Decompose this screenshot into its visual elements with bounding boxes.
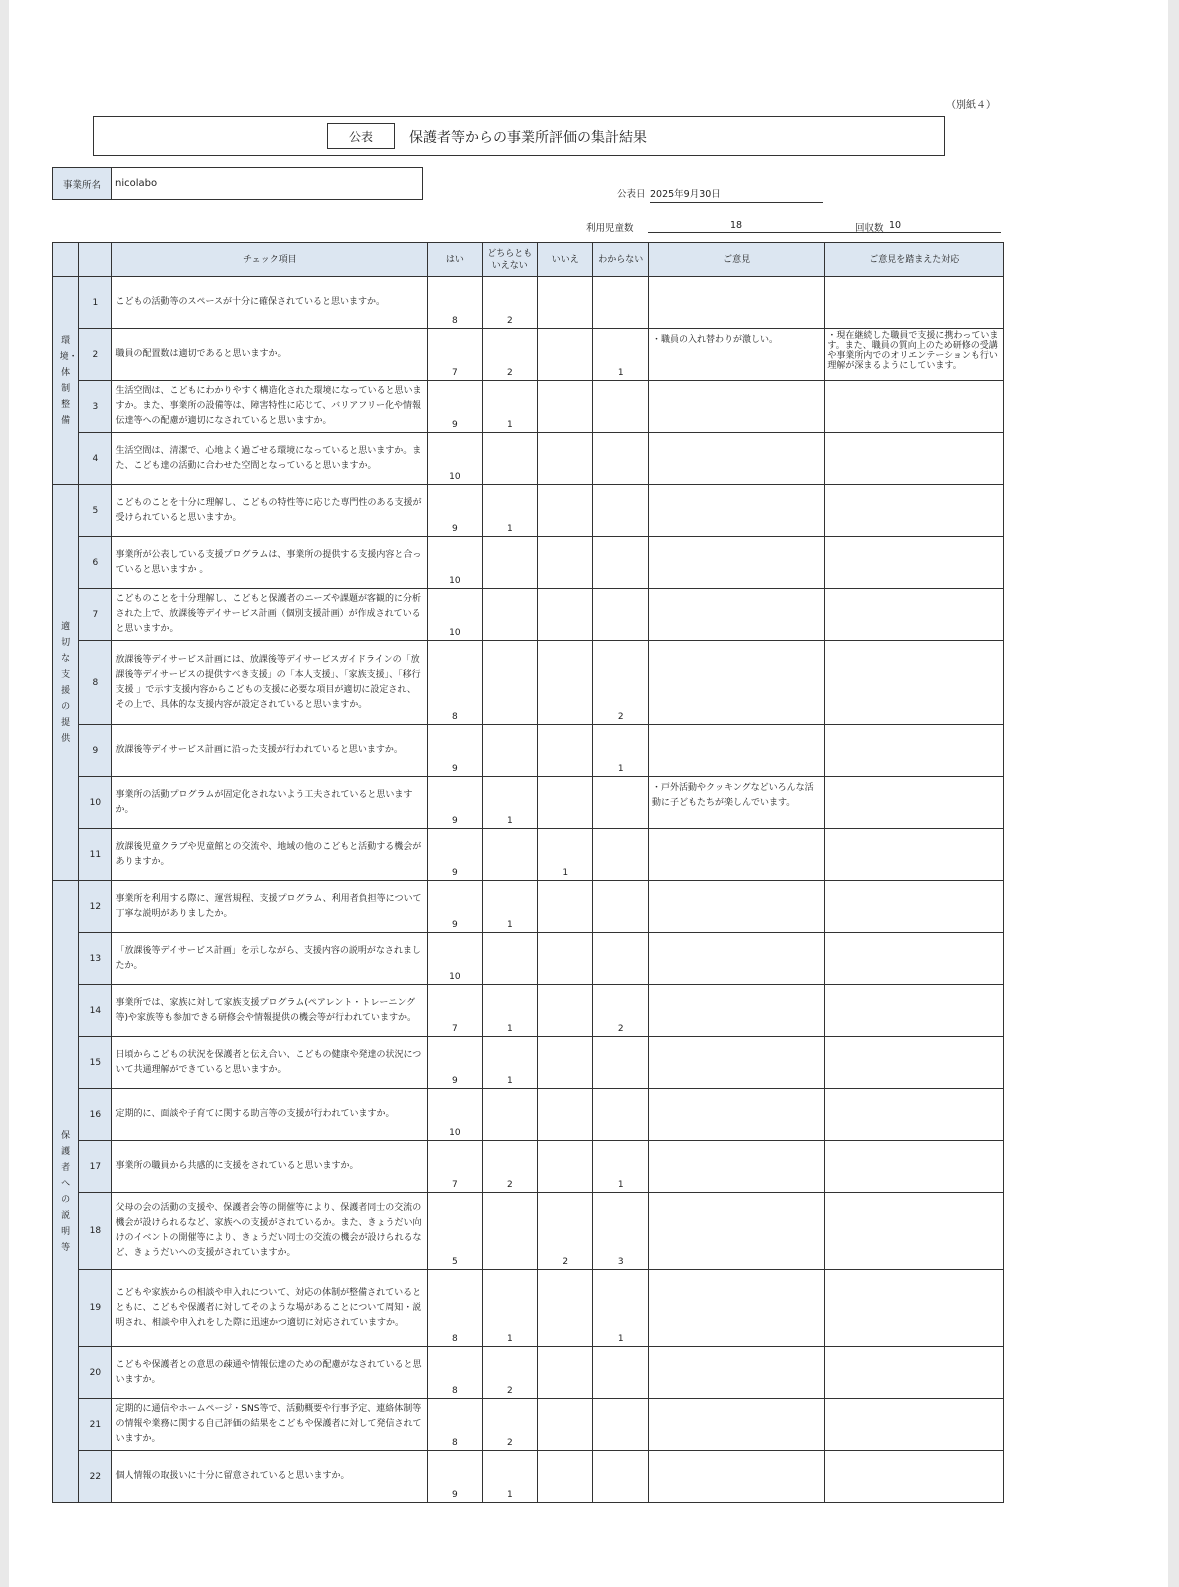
row-number: 5 xyxy=(79,485,112,537)
answer-unknown: 1 xyxy=(593,329,648,381)
answer-unknown: 1 xyxy=(593,725,648,777)
table-row xyxy=(53,537,1004,589)
question-text: こどもや保護者との意思の疎通や情報伝達のための配慮がなされていると思いますか。 xyxy=(112,1347,428,1399)
question-text: 個人情報の取扱いに十分に留意されていると思いますか。 xyxy=(112,1451,428,1503)
opinion-text xyxy=(648,1193,824,1270)
row-number: 16 xyxy=(79,1089,112,1141)
header-neither: どちらとも いえない xyxy=(482,243,537,277)
row-number: 3 xyxy=(79,381,112,433)
answer-no xyxy=(538,589,593,641)
answer-neither xyxy=(482,1193,537,1270)
answer-unknown xyxy=(593,433,648,485)
table-row xyxy=(53,381,1004,433)
question-text: 放課後児童クラブや児童館との交流や、地域の他のこどもと活動する機会がありますか。 xyxy=(112,829,428,881)
response-text xyxy=(825,641,1004,725)
answer-neither xyxy=(482,589,537,641)
response-text xyxy=(825,725,1004,777)
opinion-text xyxy=(648,985,824,1037)
opinion-text: ・職員の入れ替わりが激しい。 xyxy=(648,329,824,381)
answer-no xyxy=(538,985,593,1037)
header-response: ご意見を踏まえた対応 xyxy=(825,243,1004,277)
answer-unknown xyxy=(593,933,648,985)
answer-yes: 9 xyxy=(428,829,482,881)
row-number: 18 xyxy=(79,1193,112,1270)
row-number: 15 xyxy=(79,1037,112,1089)
page-title: 保護者等からの事業所評価の集計結果 xyxy=(409,130,647,146)
answer-unknown: 3 xyxy=(593,1193,648,1270)
answer-unknown xyxy=(593,1347,648,1399)
table-row xyxy=(53,277,1004,329)
document-page xyxy=(9,0,1168,1587)
answer-unknown xyxy=(593,829,648,881)
answer-neither: 1 xyxy=(482,485,537,537)
answer-yes: 10 xyxy=(428,589,482,641)
opinion-text xyxy=(648,1089,824,1141)
opinion-text xyxy=(648,829,824,881)
row-number: 21 xyxy=(79,1399,112,1451)
response-text xyxy=(825,1089,1004,1141)
facility-name-box xyxy=(52,167,423,200)
users-count-value: 18 xyxy=(730,220,743,231)
answer-unknown: 2 xyxy=(593,985,648,1037)
row-number: 6 xyxy=(79,537,112,589)
opinion-text xyxy=(648,537,824,589)
opinion-text xyxy=(648,725,824,777)
answer-neither: 2 xyxy=(482,329,537,381)
table-row xyxy=(53,1089,1004,1141)
question-text: 生活空間は、清潔で、心地よく過ごせる環境になっていると思いますか。また、こども達の活動に合わせた空間となっていると思いますか。 xyxy=(112,433,428,485)
question-text: 日頃からこどもの状況を保護者と伝え合い、こどもの健康や発達の状況について共通理解ができていると思いますか。 xyxy=(112,1037,428,1089)
recovered-count-label: 回収数 xyxy=(855,223,884,234)
answer-no xyxy=(538,881,593,933)
table-row xyxy=(53,1141,1004,1193)
question-text: 「放課後等デイサービス計画」を示しながら、支援内容の説明がなされましたか。 xyxy=(112,933,428,985)
opinion-text xyxy=(648,1399,824,1451)
answer-no xyxy=(538,1451,593,1503)
category-label: 環境・体制整備 xyxy=(59,335,78,426)
answer-unknown xyxy=(593,485,648,537)
answer-yes: 8 xyxy=(428,1270,482,1347)
response-text xyxy=(825,537,1004,589)
header-opinion: ご意見 xyxy=(648,243,824,277)
row-number: 10 xyxy=(79,777,112,829)
table-row xyxy=(53,485,1004,537)
question-text: 定期的に、面談や子育てに関する助言等の支援が行われていますか。 xyxy=(112,1089,428,1141)
question-text: 事業所の職員から共感的に支援をされていると思いますか。 xyxy=(112,1141,428,1193)
answer-neither xyxy=(482,433,537,485)
title-box xyxy=(93,116,945,156)
response-text xyxy=(825,1451,1004,1503)
answer-no xyxy=(538,277,593,329)
answer-no: 1 xyxy=(538,829,593,881)
publish-date-value: 2025年9月30日 xyxy=(650,186,823,203)
answer-neither: 1 xyxy=(482,985,537,1037)
question-text: 事業所を利用する際に、運営規程、支援プログラム、利用者負担等について丁寧な説明がありましたか。 xyxy=(112,881,428,933)
answer-no xyxy=(538,537,593,589)
row-number: 22 xyxy=(79,1451,112,1503)
question-text: こどもの活動等のスペースが十分に確保されていると思いますか。 xyxy=(112,277,428,329)
response-text xyxy=(825,1270,1004,1347)
row-number: 2 xyxy=(79,329,112,381)
answer-no xyxy=(538,433,593,485)
answer-yes: 8 xyxy=(428,641,482,725)
answer-unknown xyxy=(593,1037,648,1089)
question-text: 定期的に通信やホームページ・SNS等で、活動概要や行事予定、連絡体制等の情報や業務に関する自己評価の結果をこどもや保護者に対して発信されていますか。 xyxy=(112,1399,428,1451)
users-count-label: 利用児童数 xyxy=(586,223,634,234)
opinion-text: ・戸外活動やクッキングなどいろんな活動に子どもたちが楽しんでいます。 xyxy=(648,777,824,829)
answer-no xyxy=(538,1347,593,1399)
response-text xyxy=(825,1141,1004,1193)
header-no: いいえ xyxy=(538,243,593,277)
answer-unknown xyxy=(593,881,648,933)
table-row xyxy=(53,1193,1004,1270)
opinion-text xyxy=(648,277,824,329)
response-text xyxy=(825,1347,1004,1399)
opinion-text xyxy=(648,881,824,933)
answer-yes: 9 xyxy=(428,1451,482,1503)
answer-unknown xyxy=(593,589,648,641)
table-row xyxy=(53,1037,1004,1089)
publish-badge: 公表 xyxy=(327,123,395,149)
table-row xyxy=(53,641,1004,725)
answer-neither xyxy=(482,1089,537,1141)
table-row xyxy=(53,985,1004,1037)
answer-neither: 1 xyxy=(482,1451,537,1503)
answer-yes: 8 xyxy=(428,1347,482,1399)
question-text: 父母の会の活動の支援や、保護者会等の開催等により、保護者同士の交流の機会が設けられるなど、家族への支援がされているか。また、きょうだい向けのイベントの開催等により、きょうだい同士の交流の機会が設けられるなど、きょうだいへの支援がされていますか。 xyxy=(112,1193,428,1270)
answer-no xyxy=(538,933,593,985)
answer-neither xyxy=(482,829,537,881)
answer-yes: 9 xyxy=(428,881,482,933)
answer-no xyxy=(538,329,593,381)
row-number: 7 xyxy=(79,589,112,641)
answer-no xyxy=(538,1399,593,1451)
category-cell xyxy=(53,881,79,1503)
question-text: 事業所の活動プログラムが固定化されないよう工夫されていると思いますか。 xyxy=(112,777,428,829)
answer-neither: 2 xyxy=(482,1399,537,1451)
answer-neither: 1 xyxy=(482,881,537,933)
table-row xyxy=(53,829,1004,881)
category-label: 保護者への説明等 xyxy=(61,1130,71,1253)
row-number: 17 xyxy=(79,1141,112,1193)
response-text xyxy=(825,589,1004,641)
question-text: 職員の配置数は適切であると思いますか。 xyxy=(112,329,428,381)
answer-no xyxy=(538,1141,593,1193)
table-row xyxy=(53,1399,1004,1451)
opinion-text xyxy=(648,381,824,433)
answer-unknown xyxy=(593,537,648,589)
answer-no xyxy=(538,1270,593,1347)
answer-neither xyxy=(482,537,537,589)
question-text: 放課後等デイサービス計画に沿った支援が行われていると思いますか。 xyxy=(112,725,428,777)
question-text: 事業所では、家族に対して家族支援プログラム(ペアレント・トレーニング等)や家族等も参加できる研修会や情報提供の機会等が行われていますか。 xyxy=(112,985,428,1037)
row-number: 20 xyxy=(79,1347,112,1399)
table-row xyxy=(53,881,1004,933)
header-category-blank xyxy=(53,243,79,277)
answer-unknown: 2 xyxy=(593,641,648,725)
response-text xyxy=(825,381,1004,433)
publish-date-label: 公表日 xyxy=(617,189,646,200)
facility-name-value: nicolabo xyxy=(115,178,158,189)
table-row xyxy=(53,589,1004,641)
answer-yes: 9 xyxy=(428,725,482,777)
answer-yes: 10 xyxy=(428,1089,482,1141)
answer-yes: 5 xyxy=(428,1193,482,1270)
answer-no xyxy=(538,725,593,777)
response-text xyxy=(825,1193,1004,1270)
answer-yes: 7 xyxy=(428,985,482,1037)
answer-yes: 10 xyxy=(428,433,482,485)
row-number: 1 xyxy=(79,277,112,329)
answer-unknown xyxy=(593,777,648,829)
opinion-text xyxy=(648,1037,824,1089)
table-row xyxy=(53,1451,1004,1503)
header-unknown: わからない xyxy=(593,243,648,277)
table-header-row xyxy=(53,243,1004,277)
answer-yes: 8 xyxy=(428,1399,482,1451)
row-number: 12 xyxy=(79,881,112,933)
opinion-text xyxy=(648,589,824,641)
response-text xyxy=(825,881,1004,933)
response-text xyxy=(825,485,1004,537)
facility-name-label: 事業所名 xyxy=(53,168,112,199)
answer-neither: 1 xyxy=(482,1270,537,1347)
opinion-text xyxy=(648,641,824,725)
category-cell xyxy=(53,277,79,485)
answer-neither: 2 xyxy=(482,1347,537,1399)
table-row xyxy=(53,725,1004,777)
answer-no xyxy=(538,1089,593,1141)
answer-no: 2 xyxy=(538,1193,593,1270)
answer-yes: 10 xyxy=(428,933,482,985)
evaluation-table xyxy=(52,242,1004,1503)
response-text xyxy=(825,985,1004,1037)
answer-neither: 1 xyxy=(482,1037,537,1089)
question-text: こどもや家族からの相談や申入れについて、対応の体制が整備されているとともに、こどもや保護者に対してそのような場があることについて周知・説明され、相談や申入れをした際に迅速かつ適切に対応されていますか。 xyxy=(112,1270,428,1347)
opinion-text xyxy=(648,1141,824,1193)
response-text xyxy=(825,933,1004,985)
answer-neither: 2 xyxy=(482,1141,537,1193)
opinion-text xyxy=(648,1347,824,1399)
response-text xyxy=(825,433,1004,485)
answer-unknown xyxy=(593,381,648,433)
response-text xyxy=(825,777,1004,829)
table-row xyxy=(53,329,1004,381)
row-number: 13 xyxy=(79,933,112,985)
opinion-text xyxy=(648,433,824,485)
response-text xyxy=(825,1399,1004,1451)
answer-yes: 9 xyxy=(428,1037,482,1089)
answer-no xyxy=(538,381,593,433)
answer-unknown: 1 xyxy=(593,1270,648,1347)
header-check-item: チェック項目 xyxy=(112,243,428,277)
question-text: 事業所が公表している支援プログラムは、事業所の提供する支援内容と合っていると思いますか 。 xyxy=(112,537,428,589)
table-row xyxy=(53,433,1004,485)
annex-label: （別紙４） xyxy=(946,100,996,111)
question-text: こどものことを十分理解し、こどもと保護者のニーズや課題が客観的に分析された上で、放課後等デイサービス計画（個別支援計画）が作成されていると思いますか。 xyxy=(112,589,428,641)
answer-no xyxy=(538,641,593,725)
opinion-text xyxy=(648,1451,824,1503)
answer-yes: 10 xyxy=(428,537,482,589)
row-number: 19 xyxy=(79,1270,112,1347)
response-text xyxy=(825,829,1004,881)
category-label: 適切な支援の提供 xyxy=(61,621,71,744)
answer-unknown xyxy=(593,1451,648,1503)
row-number: 9 xyxy=(79,725,112,777)
question-text: 生活空間は、こどもにわかりやすく構造化された環境になっていると思いますか。また、事業所の設備等は、障害特性に応じて、バリアフリー化や情報伝達等への配慮が適切になされていると思いますか。 xyxy=(112,381,428,433)
counts-underline xyxy=(648,217,1001,233)
category-cell xyxy=(53,485,79,881)
question-text: 放課後等デイサービス計画には、放課後等デイサービスガイドラインの「放課後等デイサービスの提供すべき支援」の「本人支援」、「家族支援」、「移行支援 」で示す支援内容からこどもの支援に必要な項目が適切に設定され、その上で、具体的な支援内容が設定されていると思いますか。 xyxy=(112,641,428,725)
question-text: こどものことを十分に理解し、こどもの特性等に応じた専門性のある支援が受けられていると思いますか。 xyxy=(112,485,428,537)
answer-neither xyxy=(482,725,537,777)
answer-neither: 2 xyxy=(482,277,537,329)
answer-yes: 7 xyxy=(428,329,482,381)
row-number: 14 xyxy=(79,985,112,1037)
answer-neither: 1 xyxy=(482,777,537,829)
answer-neither xyxy=(482,641,537,725)
opinion-text xyxy=(648,1270,824,1347)
answer-unknown xyxy=(593,1089,648,1141)
header-number-blank xyxy=(79,243,112,277)
header-yes: はい xyxy=(428,243,482,277)
row-number: 4 xyxy=(79,433,112,485)
answer-yes: 7 xyxy=(428,1141,482,1193)
recovered-count-value: 10 xyxy=(889,220,902,231)
answer-yes: 9 xyxy=(428,485,482,537)
answer-no xyxy=(538,485,593,537)
table-row xyxy=(53,933,1004,985)
answer-neither xyxy=(482,933,537,985)
table-row xyxy=(53,1270,1004,1347)
answer-unknown xyxy=(593,277,648,329)
response-text: ・現在継続した職員で支援に携わっています。また、職員の質向上のため研修の受講や事業所内でのオリエンテーションも行い理解が深まるようにしています。 xyxy=(825,329,1004,381)
response-text xyxy=(825,277,1004,329)
table-row xyxy=(53,777,1004,829)
opinion-text xyxy=(648,485,824,537)
answer-no xyxy=(538,1037,593,1089)
answer-yes: 9 xyxy=(428,777,482,829)
answer-yes: 8 xyxy=(428,277,482,329)
answer-yes: 9 xyxy=(428,381,482,433)
row-number: 8 xyxy=(79,641,112,725)
table-row xyxy=(53,1347,1004,1399)
answer-unknown xyxy=(593,1399,648,1451)
answer-neither: 1 xyxy=(482,381,537,433)
row-number: 11 xyxy=(79,829,112,881)
response-text xyxy=(825,1037,1004,1089)
answer-unknown: 1 xyxy=(593,1141,648,1193)
opinion-text xyxy=(648,933,824,985)
answer-no xyxy=(538,777,593,829)
